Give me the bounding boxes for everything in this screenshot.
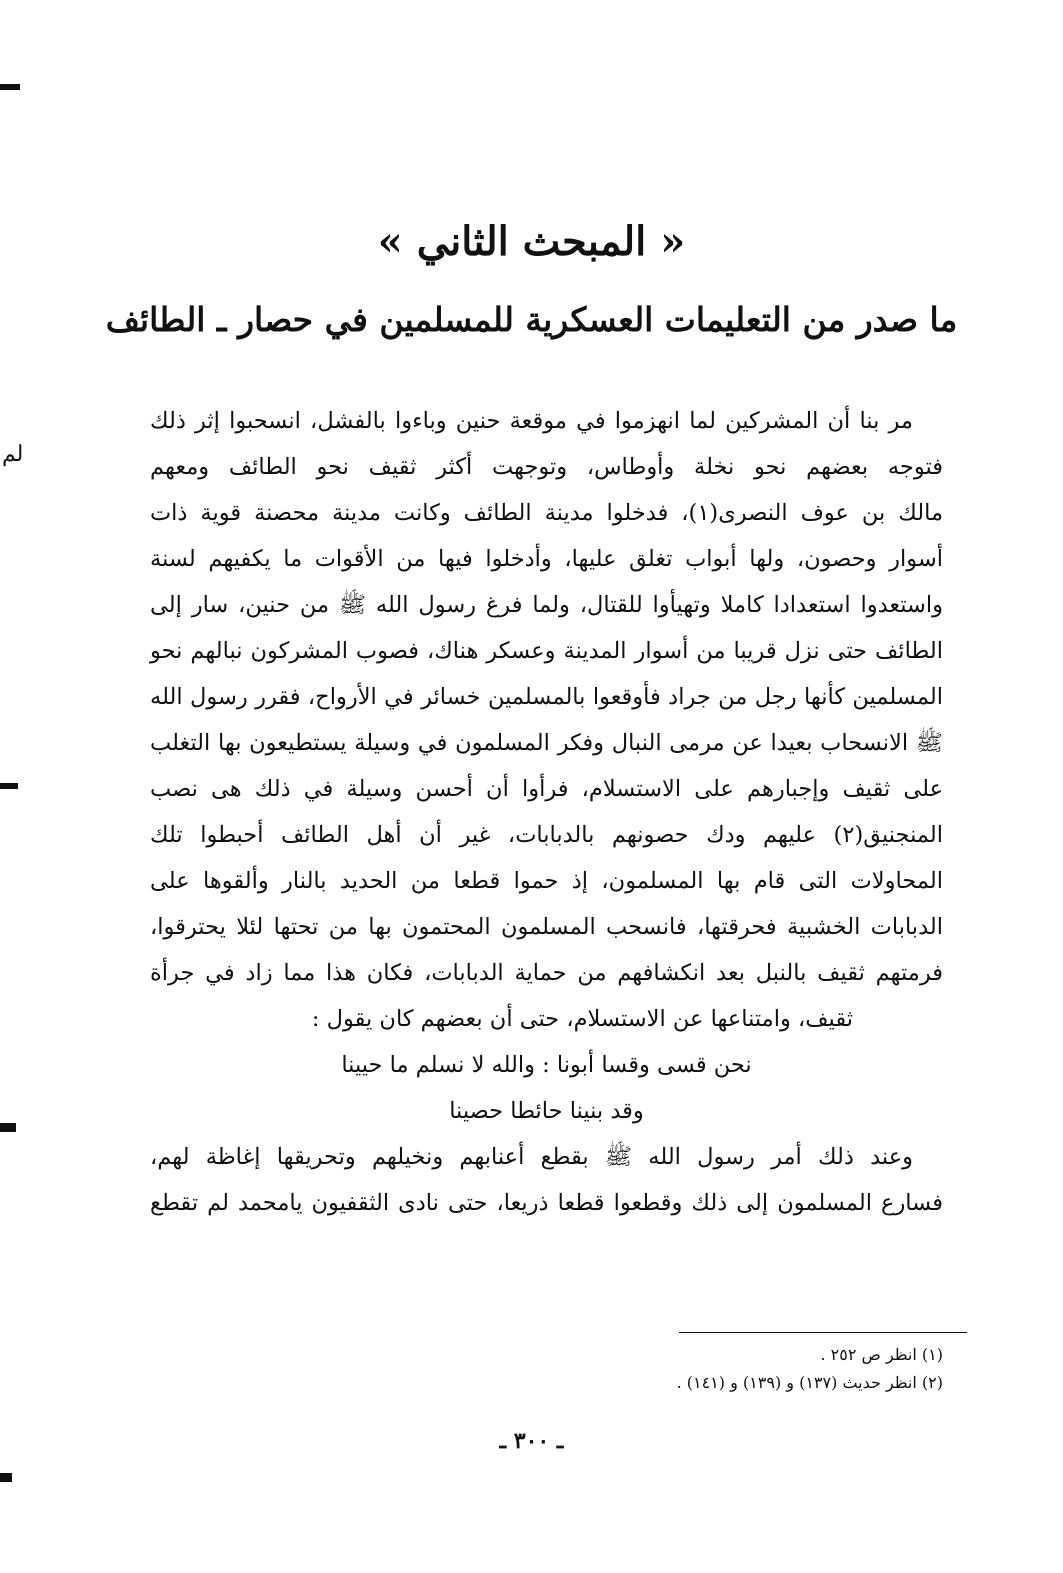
footnote-divider bbox=[679, 1332, 967, 1333]
scan-edge-mark bbox=[0, 1123, 16, 1132]
text-line: على ثقيف وإجبارهم على الاستسلام، فرأوا أن أحسن وسيلة في ذلك هى نصب bbox=[150, 776, 943, 802]
text-line: أسوار وحصون، ولها أبواب تغلق عليها، وأدخلوا فيها من الأقوات ما يكفيهم لسنة bbox=[150, 546, 943, 572]
scan-edge-mark bbox=[0, 1473, 12, 1482]
text-line: فسارع المسلمون إلى ذلك وقطعوا قطعا ذريعا، حتى نادى الثقفيون يامحمد لم تقطع bbox=[150, 1190, 943, 1216]
verse-line: نحن قسى وقسا أبونا : والله لا نسلم ما حيينا bbox=[341, 1052, 752, 1078]
text-line: المسلمين كأنها رجل من جراد فأوقعوا بالمسلمين خسائر في الأرواح، فقرر رسول الله bbox=[150, 684, 943, 710]
scan-edge-mark bbox=[0, 84, 20, 90]
page-number: ـ ٣٠٠ ـ bbox=[499, 1428, 564, 1454]
text-line: مالك بن عوف النصرى(١)، فدخلوا مدينة الطائف وكانت مدينة محصنة قوية ذات bbox=[150, 500, 943, 526]
scan-edge-mark bbox=[0, 783, 18, 789]
section-subtitle: ما صدر من التعليمات العسكرية للمسلمين في حصار ـ الطائف bbox=[105, 300, 958, 339]
text-line: واستعدوا استعدادا كاملا وتهيأوا للقتال، ولما فرغ رسول الله ﷺ من حنين، سار إلى bbox=[150, 592, 943, 618]
text-line: فتوجه بعضهم نحو نخلة وأوطاس، وتوجهت أكثر ثقيف نحو الطائف ومعهم bbox=[150, 454, 943, 480]
text-line: المنجنيق(٢) عليهم ودك حصونهم بالدبابات، غير أن أهل الطائف أحبطوا تلك bbox=[150, 822, 943, 848]
text-line: الطائف حتى نزل قريبا من أسوار المدينة وعسكر هناك، فصوب المشركون نبالهم نحو bbox=[150, 638, 943, 664]
footnote: (٢) انظر حديث (١٣٧) و (١٣٩) و (١٤١) . bbox=[676, 1373, 943, 1392]
text-line: فرمتهم ثقيف بالنبل بعد انكشافهم من حماية الدبابات، فكان هذا مما زاد في جرأة bbox=[150, 960, 943, 986]
text-line: وعند ذلك أمر رسول الله ﷺ بقطع أعنابهم ونخيلهم وتحريقها إغاظة لهم، bbox=[150, 1144, 913, 1170]
text-line: الدبابات الخشبية فحرقتها، فانسحب المسلمون المحتمون بها من تحتها لئلا يحترقوا، bbox=[150, 914, 943, 940]
verse-line: وقد بنينا حائطا حصينا bbox=[449, 1098, 644, 1124]
section-title: « المبحث الثاني » bbox=[377, 218, 686, 265]
footnote: (١) انظر ص ٢٥٢ . bbox=[820, 1345, 943, 1364]
footnotes bbox=[677, 1341, 943, 1397]
text-line: ثقيف، وامتناعها عن الاستسلام، حتى أن بعضهم كان يقول : bbox=[311, 1006, 853, 1032]
text-line: مر بنا أن المشركين لما انهزموا في موقعة حنين وباءوا بالفشل، انسحبوا إثر ذلك bbox=[150, 408, 913, 434]
text-line: ﷺ الانسحاب بعيدا عن مرمى النبال وفكر المسلمون في وسيلة يستطيعون بها التغلب bbox=[150, 730, 943, 756]
body-text bbox=[150, 398, 943, 1226]
scan-edge-text: لم bbox=[2, 442, 24, 467]
text-line: المحاولات التى قام بها المسلمون، إذ حموا قطعا من الحديد بالنار وألقوها على bbox=[150, 868, 943, 894]
